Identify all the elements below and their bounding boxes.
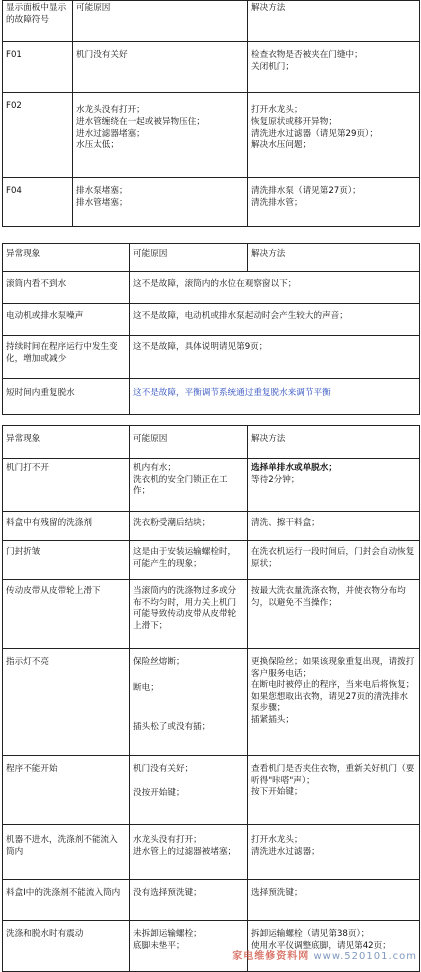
table-row [3,42,420,93]
normal-phenomena-table [2,243,420,415]
table-row [3,649,420,756]
cause-cell: 这不是故障，电动机或排水泵起动时会产生较大的声音； [130,304,420,336]
cause-cell [130,756,248,825]
cause-cell: 没有选择预洗键； [130,880,248,921]
solution-line: 查看机门是否夹住衣物，重新关好机门（要听得"咔嗒"声）； [251,764,415,786]
site-watermark [232,947,417,962]
abnormal-phenomena-table [2,425,420,972]
solution-line: 解决水压问题； [251,140,312,151]
table-row [3,304,420,336]
header-symptom: 异常现象 [3,244,130,272]
solution-cell [248,42,420,93]
cause-cell [73,93,248,178]
cause-cell [130,649,248,756]
cause-line: 机门没有关好 [76,50,128,60]
solution-cell [248,178,420,227]
cause-line: 保险丝熔断； [133,657,185,667]
solution-line: 清洗进水过滤器（请见第29页）； [251,128,378,139]
table-row [3,459,420,512]
cause-line: 进水管上的过滤器被堵塞； [133,846,237,857]
solution-cell [248,93,420,178]
header-solution: 解决方法 [248,1,420,42]
solution-cell: 清洗、擦干料盒； [248,512,420,541]
solution-line: 打开水龙头； [251,105,303,115]
watermark-logo: 家电维修资料网 [232,951,310,962]
solution-line: 在断电时被停止的程序，当来电后将恢复；如果您想取出衣物，请见27页的清洗排水泵步骤； [251,680,415,713]
cause-line: 没按开始键； [133,787,185,798]
solution-text: 选择单排水或单脱水； [251,463,337,473]
solution-line: 清洗进水过滤器； [251,846,320,857]
table-row [3,272,420,304]
header-cause: 可能原因 [73,1,248,42]
solution-line: 关闭机门； [251,61,294,72]
cause-cell: 这是由于安装运输螺栓时，可能产生的现象； [130,541,248,580]
header-cause: 可能原因 [130,426,248,459]
cause-line: 插头松了或没有插； [133,722,211,732]
cause-cell [73,42,248,93]
symptom-cell: 持续时间在程序运行中发生变化，增加或减少 [3,336,130,379]
solution-line: 使用水平仪调整底脚，请见第42页； [251,940,391,951]
solution-line: 插紧插头； [251,714,294,725]
symptom-cell: 机器不进水，洗涤剂不能流入筒内 [3,825,130,880]
table-row [3,541,420,580]
solution-line [251,463,416,475]
table-header-row [3,426,420,459]
table-row [3,512,420,541]
table-row [3,93,420,178]
symptom-cell: 指示灯不亮 [3,649,130,756]
cause-cell: 洗衣粉受潮后结块； [130,512,248,541]
symptom-cell: 程序不能开始 [3,756,130,825]
cause-line: 进水管缠绕在一起或被异物压住； [76,116,205,127]
table-row [3,336,420,379]
solution-cell: 按最大洗衣量洗涤衣物，并使衣物分布均匀，以避免不当操作； [248,580,420,649]
cause-line: 洗衣机的安全门锁正在工作； [133,474,228,496]
symptom-cell: 门封折皱 [3,541,130,580]
table-row [3,825,420,880]
watermark-url: www.520101.com [313,951,417,962]
cause-line: 底脚未垫平； [133,940,185,951]
cause-cell: 当滚筒内的洗涤物过多或分布不均匀时，用力关上机门可能导致传动皮带从皮带轮上滑下； [130,580,248,649]
cause-text: 这不是故障，平衡调节系统通过重复脱水来调节平衡 [133,388,331,398]
table-row [3,178,420,227]
solution-line: 拆卸运输螺栓（请见第38页）； [251,929,370,939]
cause-cell: 这不是故障，滚筒内的水位在观察窗以下； [130,272,420,304]
solution-line: 检查衣物是否被夹在门缝中； [251,50,363,60]
solution-line: 更换保险丝；如果该现象重复出现，请拨打客户服务电话； [251,657,415,679]
error-code: F01 [3,42,73,93]
header-solution: 解决方法 [248,244,420,272]
solution-cell: 在洗衣机运行一段时间后，门封会自动恢复原状； [248,541,420,580]
table-header-row [3,1,420,42]
solution-line: 按下开始键； [251,787,303,797]
error-code-table [2,0,420,227]
solution-cell [248,649,420,756]
header-solution: 解决方法 [248,426,420,459]
cause-line: 水龙头没有打开； [76,105,145,115]
symptom-cell: 电动机或排水泵噪声 [3,304,130,336]
symptom-cell: 传动皮带从皮带轮上滑下 [3,580,130,649]
symptom-cell: 短时间内重复脱水 [3,379,130,415]
table-row [3,756,420,825]
symptom-cell: 料盒Ⅰ中的洗涤剂不能流入筒内 [3,880,130,921]
cause-line: 未拆卸运输螺栓； [133,929,202,939]
solution-cell [248,459,420,512]
cause-line: 进水过滤器堵塞； [76,128,145,139]
cause-cell [73,178,248,227]
cause-cell [130,459,248,512]
cause-line: 水压太低； [76,140,119,151]
cause-line: 排水泵堵塞； [76,186,128,196]
solution-line: 清洗排水泵（请见第27页）； [251,186,361,196]
table-row [3,921,420,972]
symptom-cell: 料盒中有残留的洗涤剂 [3,512,130,541]
cause-line: 断电； [133,682,159,693]
cause-cell: 这不是故障，具体说明请见第9页； [130,336,420,379]
solution-line: 恢复原状或移开异物； [251,116,337,127]
error-code: F02 [3,93,73,178]
symptom-cell: 滚筒内看不到水 [3,272,130,304]
solution-line: 清洗排水管； [251,197,303,208]
cause-line: 机门没有关好； [133,764,194,774]
cause-line: 水龙头没有打开； [133,835,202,845]
solution-line: 打开水龙头； [251,835,303,845]
solution-cell [248,825,420,880]
header-cause: 可能原因 [130,244,248,272]
table-row [3,880,420,921]
solution-cell: 选择预洗键； [248,880,420,921]
header-symptom: 异常现象 [3,426,130,459]
symptom-cell: 洗涤和脱水时有震动 [3,921,130,972]
cause-line: 机内有水； [133,463,176,473]
error-code: F04 [3,178,73,227]
cause-cell [130,921,248,972]
solution-line: 等待2分钟； [251,474,300,485]
cause-cell [130,379,420,415]
symptom-cell: 机门打不开 [3,459,130,512]
table-header-row [3,244,420,272]
cause-line: 排水管堵塞； [76,197,128,208]
solution-cell [248,921,420,972]
table-row [3,379,420,415]
solution-cell [248,756,420,825]
cause-cell [130,825,248,880]
header-code: 显示面板中显示的故障符号 [3,1,73,42]
table-row [3,580,420,649]
